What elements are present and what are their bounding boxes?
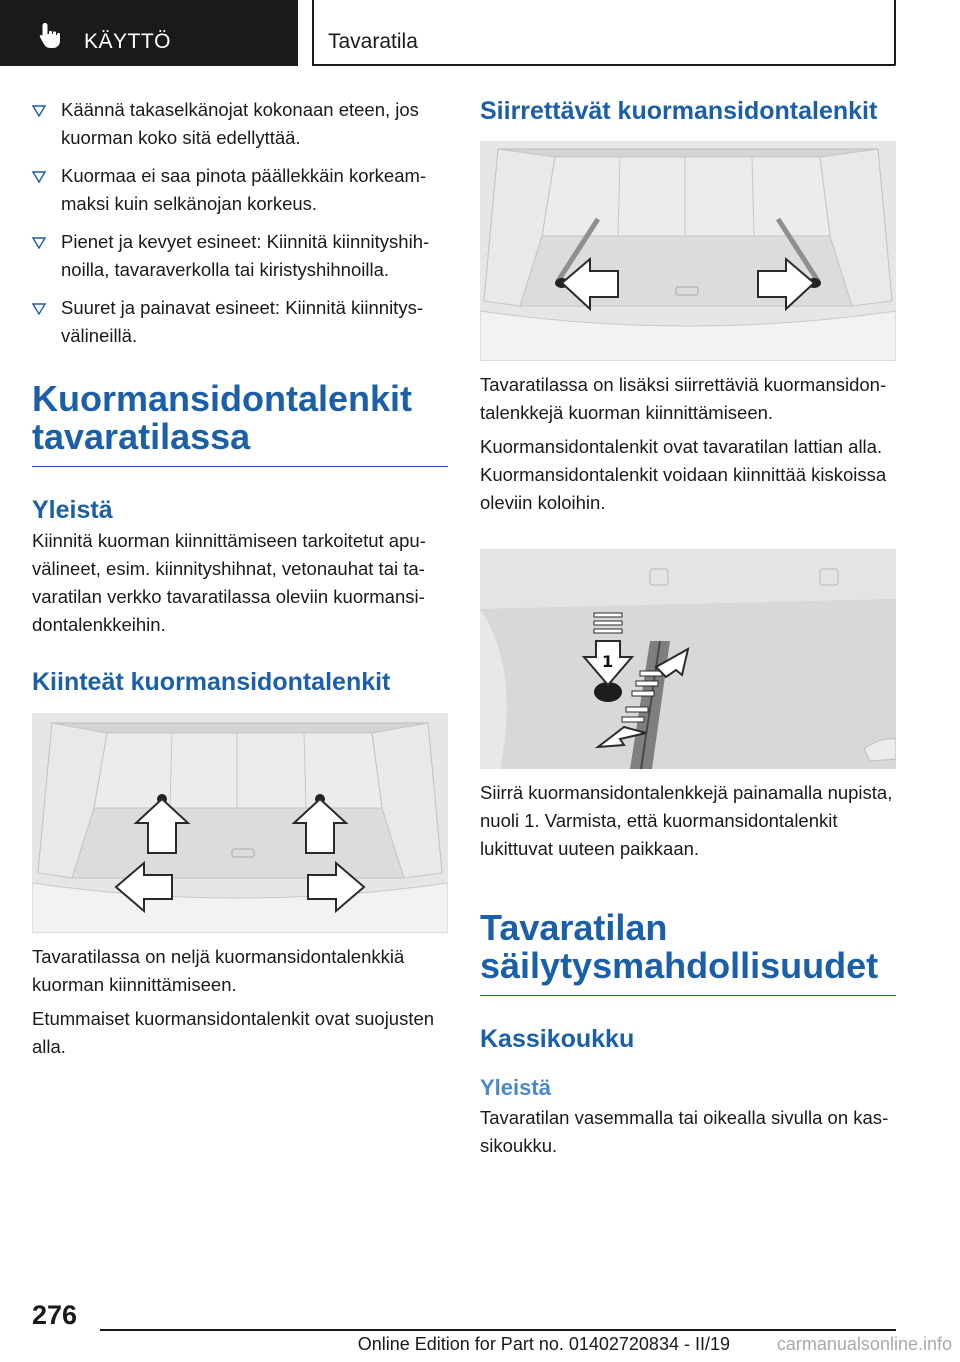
- callout-1-label: 1: [602, 652, 614, 671]
- page-number: 276: [32, 1300, 78, 1330]
- list-item: [32, 162, 448, 218]
- movable-paragraph-1: Tavaratilassa on lisäksi siirrettäviä kuormansidontalenkkejä kuorman kiinnittämiseen.: [480, 374, 887, 423]
- list-item-text: Suuret ja painavat esineet: Kiinnitä kiinnitysvälineillä.: [61, 297, 423, 346]
- list-item-text: Pienet ja kevyet esineet: Kiinnitä kiinnityshihnoilla, tavaraverkolla tai kiristyshihnoilla.: [61, 231, 430, 280]
- movable-tie-downs-illustration: [480, 141, 896, 361]
- triangle-bullet-icon: [32, 303, 46, 315]
- hand-pointer-icon: [36, 20, 66, 50]
- fixed-paragraph-1: Tavaratilassa on neljä kuormansidontalenkkiä kuorman kiinnittämiseen.: [32, 946, 405, 995]
- triangle-bullet-icon: [32, 237, 46, 249]
- section-title: KÄYTTÖ: [84, 30, 172, 53]
- section-tab: [0, 0, 298, 66]
- left-column: [32, 96, 448, 1061]
- heading-fixed-tie-downs: Kiinteät kuormansidontalenkit: [32, 668, 391, 696]
- edition-text: Online Edition for Part no. 01402720834 - II/19: [357, 1334, 730, 1354]
- movable-paragraph-3: Siirrä kuormansidontalenkkejä painamalla nupista, nuoli 1. Varmista, että kuormansidontalenkit lukittuvat uuteen paikkaan.: [480, 782, 893, 859]
- triangle-bullet-icon: [32, 171, 46, 183]
- bag-hook-paragraph: Tavaratilan vasemmalla tai oikealla sivulla on kassikoukku.: [480, 1107, 889, 1156]
- list-item: [32, 228, 448, 284]
- fixed-tie-downs-illustration: [32, 713, 448, 933]
- heading-bag-general: Yleistä: [480, 1075, 551, 1100]
- list-item: [32, 96, 448, 152]
- heading-general: Yleistä: [32, 496, 113, 524]
- list-item: [32, 294, 448, 350]
- triangle-bullet-icon: [32, 105, 46, 117]
- movable-paragraph-2: Kuormansidontalenkit ovat tavaratilan lattian alla. Kuormansidontalenkit voidaan kiinnittää kiskoissa oleviin koloihin.: [480, 436, 887, 513]
- heading-tie-down-points: Kuormansidontalenkit tavaratilassa: [32, 380, 448, 467]
- watermark-text: carmanualsonline.info: [776, 1334, 952, 1354]
- list-item-text: Käännä takaselkänojat kokonaan eteen, jos kuorman koko sitä edellyttää.: [61, 99, 419, 148]
- chapter-title: Tavaratila: [328, 30, 418, 53]
- heading-movable-tie-downs: Siirrettävät kuormansidontalenkit: [480, 97, 878, 125]
- list-item-text: Kuormaa ei saa pinota päällekkäin korkeammaksi kuin selkänojan korkeus.: [61, 165, 427, 214]
- heading-storage-options: Tavaratilan säilytysmahdollisuudet: [480, 909, 896, 996]
- right-column: [480, 96, 896, 1160]
- rail-slide-illustration: [480, 549, 896, 769]
- chapter-header: [312, 0, 896, 66]
- general-paragraph: Kiinnitä kuorman kiinnittämiseen tarkoitetut apuvälineet, esim. kiinnityshihnat, vetonauhat tai tavaratilan verkko tavaratilassa oleviin kuormansidontalenkkeihin.: [32, 530, 426, 635]
- fixed-paragraph-2: Etummaiset kuormansidontalenkit ovat suojusten alla.: [32, 1008, 435, 1057]
- bullet-list: [32, 96, 448, 350]
- footer-rule: [100, 1329, 896, 1331]
- heading-bag-hook: Kassikoukku: [480, 1025, 635, 1053]
